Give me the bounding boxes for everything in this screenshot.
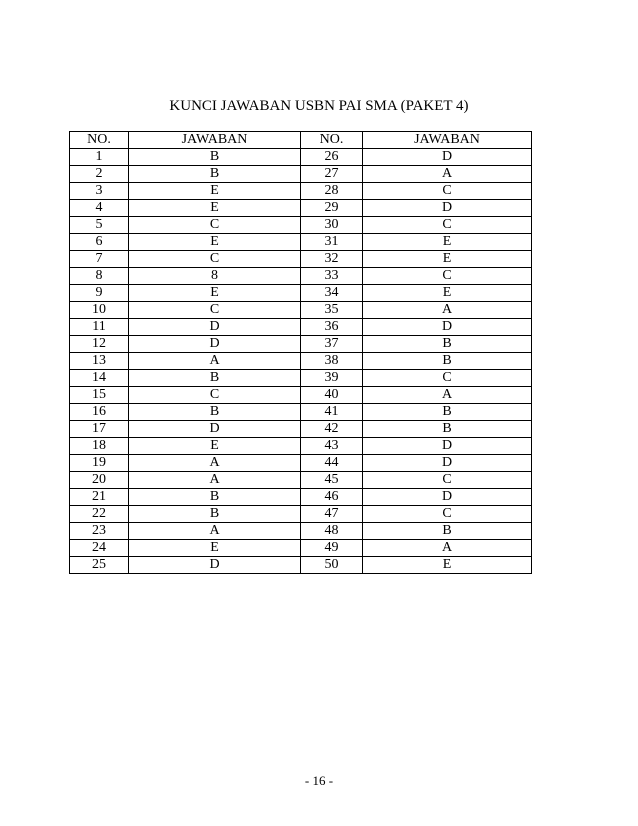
question-number-cell: 25 [70,557,129,574]
page-number: - 16 - [304,773,334,788]
question-number-cell: 46 [301,489,363,506]
answer-cell: E [129,540,301,557]
table-row [70,319,532,336]
answer-cell: B [363,353,532,370]
answer-cell: B [129,370,301,387]
question-number-cell: 43 [301,438,363,455]
table-row [70,183,532,200]
answer-cell: D [129,336,301,353]
question-number-cell: 26 [301,149,363,166]
question-number-cell: 16 [70,404,129,421]
answer-cell: E [363,251,532,268]
table-row [70,149,532,166]
answer-cell: E [129,234,301,251]
question-number-cell: 29 [301,200,363,217]
table-row [70,455,532,472]
question-number-cell: 9 [70,285,129,302]
answer-cell: A [363,302,532,319]
table-row [70,557,532,574]
table-row [70,421,532,438]
answer-cell: C [129,251,301,268]
answer-cell: E [363,557,532,574]
answer-cell: E [129,183,301,200]
answer-cell: A [129,472,301,489]
question-number-cell: 18 [70,438,129,455]
question-number-cell: 27 [301,166,363,183]
answer-cell: C [129,302,301,319]
answer-cell: C [363,472,532,489]
answer-cell: C [129,217,301,234]
answer-cell: D [129,319,301,336]
question-number-cell: 32 [301,251,363,268]
answer-cell: C [363,183,532,200]
question-number-cell: 12 [70,336,129,353]
answer-cell: D [129,421,301,438]
answer-cell: C [363,217,532,234]
question-number-cell: 36 [301,319,363,336]
question-number-cell: 34 [301,285,363,302]
answer-cell: A [363,166,532,183]
question-number-cell: 10 [70,302,129,319]
table-row [70,540,532,557]
question-number-cell: 11 [70,319,129,336]
answer-cell: B [129,506,301,523]
answer-cell: D [129,557,301,574]
question-number-cell: 6 [70,234,129,251]
question-number-cell: 20 [70,472,129,489]
question-number-cell: 28 [301,183,363,200]
table-header-row [70,132,532,149]
question-number-cell: 5 [70,217,129,234]
question-number-cell: 49 [301,540,363,557]
table-row [70,234,532,251]
table-row [70,217,532,234]
table-row [70,336,532,353]
answer-cell: E [129,285,301,302]
answer-cell: B [129,166,301,183]
question-number-cell: 47 [301,506,363,523]
answer-cell: E [363,285,532,302]
table-row [70,472,532,489]
question-number-cell: 50 [301,557,363,574]
table-row [70,268,532,285]
question-number-cell: 24 [70,540,129,557]
answer-cell: D [363,489,532,506]
answer-cell: C [129,387,301,404]
question-number-cell: 48 [301,523,363,540]
answer-cell: A [129,455,301,472]
question-number-cell: 39 [301,370,363,387]
answer-cell: B [363,404,532,421]
answer-cell: D [363,319,532,336]
answer-cell: B [129,489,301,506]
answer-cell: D [363,200,532,217]
question-number-cell: 19 [70,455,129,472]
answer-cell: B [129,149,301,166]
answer-cell: B [129,404,301,421]
question-number-cell: 42 [301,421,363,438]
question-number-cell: 2 [70,166,129,183]
question-number-cell: 1 [70,149,129,166]
answer-cell: 8 [129,268,301,285]
answer-key-table [69,131,532,574]
question-number-cell: 31 [301,234,363,251]
table-row [70,387,532,404]
answer-cell: A [363,387,532,404]
answer-cell: C [363,370,532,387]
table-row [70,200,532,217]
header-number-right: NO. [301,132,363,149]
answer-cell: E [129,200,301,217]
answer-cell: B [363,421,532,438]
question-number-cell: 15 [70,387,129,404]
header-answer-right: JAWABAN [363,132,532,149]
question-number-cell: 45 [301,472,363,489]
question-number-cell: 13 [70,353,129,370]
table-row [70,251,532,268]
header-answer-left: JAWABAN [129,132,301,149]
question-number-cell: 8 [70,268,129,285]
answer-cell: B [363,336,532,353]
question-number-cell: 4 [70,200,129,217]
question-number-cell: 38 [301,353,363,370]
table-row [70,166,532,183]
question-number-cell: 37 [301,336,363,353]
answer-cell: D [363,455,532,472]
answer-cell: C [363,506,532,523]
question-number-cell: 17 [70,421,129,438]
question-number-cell: 14 [70,370,129,387]
question-number-cell: 21 [70,489,129,506]
table-row [70,370,532,387]
answer-cell: D [363,149,532,166]
header-number-left: NO. [70,132,129,149]
question-number-cell: 7 [70,251,129,268]
question-number-cell: 35 [301,302,363,319]
table-row [70,489,532,506]
answer-cell: D [363,438,532,455]
table-row [70,506,532,523]
question-number-cell: 23 [70,523,129,540]
answer-cell: A [129,523,301,540]
answer-cell: E [363,234,532,251]
table-row [70,353,532,370]
table-row [70,285,532,302]
table-row [70,404,532,421]
answer-cell: A [129,353,301,370]
question-number-cell: 30 [301,217,363,234]
answer-cell: B [363,523,532,540]
question-number-cell: 33 [301,268,363,285]
table-body [70,149,532,574]
answer-cell: E [129,438,301,455]
question-number-cell: 44 [301,455,363,472]
answer-cell: A [363,540,532,557]
question-number-cell: 22 [70,506,129,523]
table-row [70,302,532,319]
table-row [70,438,532,455]
question-number-cell: 41 [301,404,363,421]
answer-cell: C [363,268,532,285]
page-title: KUNCI JAWABAN USBN PAI SMA (PAKET 4) [169,98,469,114]
question-number-cell: 40 [301,387,363,404]
table-row [70,523,532,540]
question-number-cell: 3 [70,183,129,200]
